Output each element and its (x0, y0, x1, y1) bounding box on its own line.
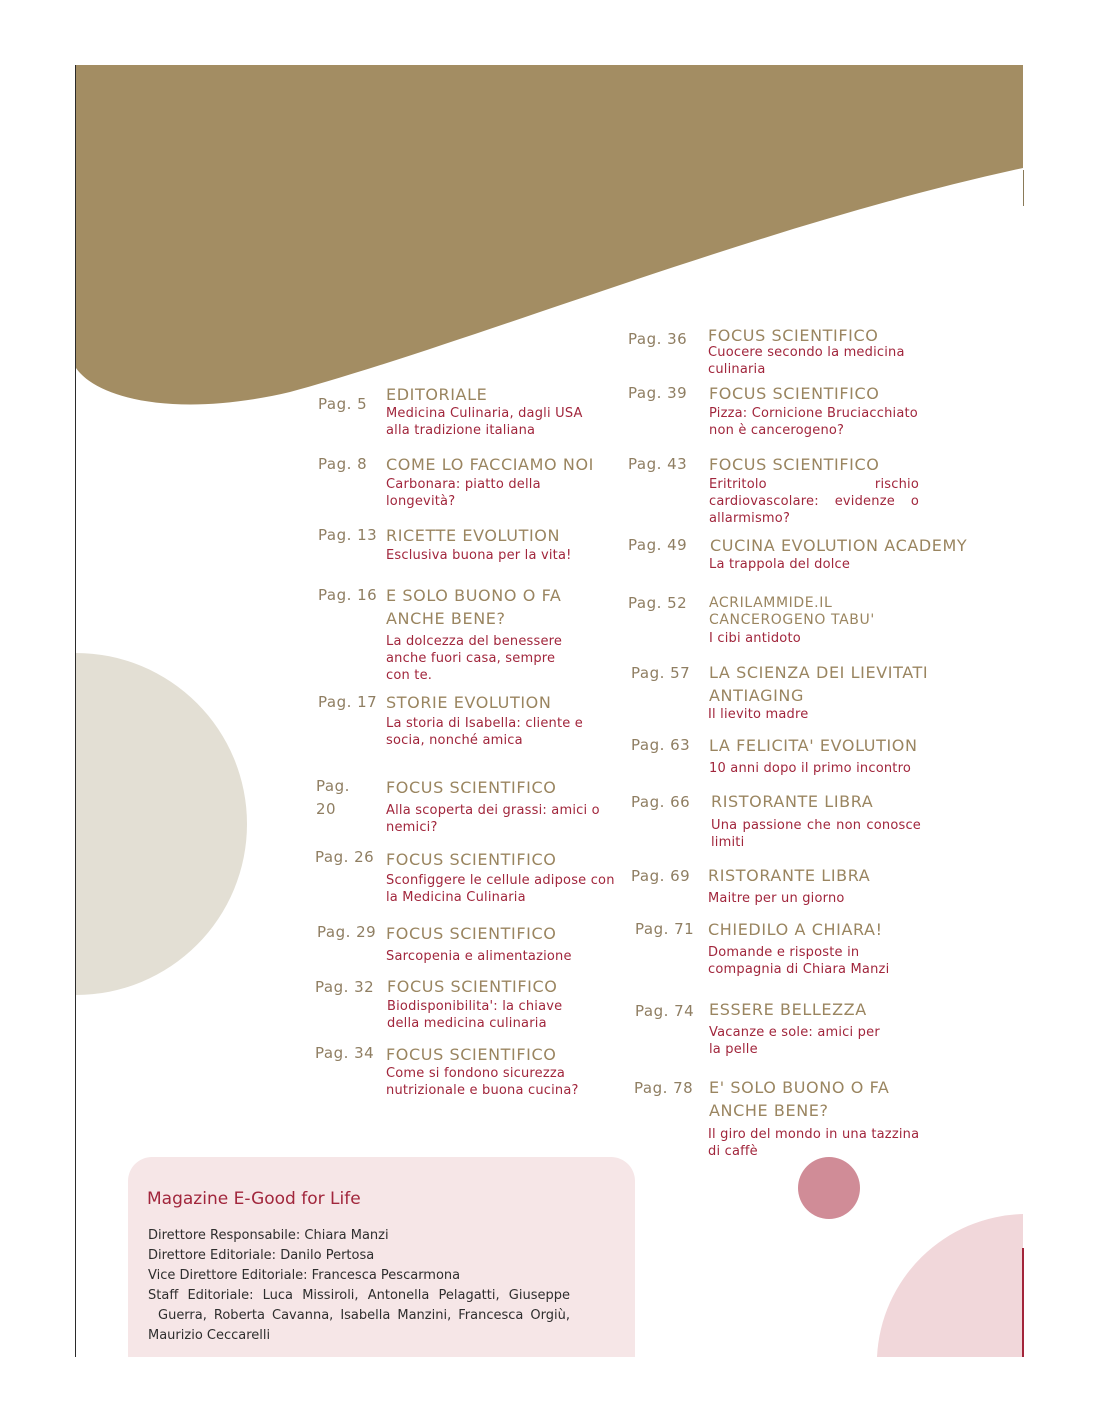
toc-description: La trappola del dolce (709, 557, 851, 572)
toc-category: FOCUS SCIENTIFICO (386, 778, 557, 797)
toc-category: CUCINA EVOLUTION ACADEMY (710, 536, 968, 555)
toc-description: Sarcopenia e alimentazione (386, 949, 572, 964)
toc-page-number: Pag. 32 (315, 978, 375, 996)
toc-description: La storia di Isabella: cliente e socia, nonché amica (386, 716, 583, 748)
left-page-edge (75, 65, 76, 1357)
toc-description: Il giro del mondo in una tazzina di caffè (708, 1127, 920, 1159)
toc-page-number: Pag. 26 (315, 848, 375, 866)
toc-description: Vacanze e sole: amici per la pelle (709, 1025, 880, 1057)
toc-description: La dolcezza del benessere anche fuori casa, sempre con te. (386, 634, 563, 683)
toc-page-number: Pag. 66 (631, 793, 691, 811)
credit-line: Vice Direttore Editoriale: Francesca Pescarmona (148, 1268, 461, 1283)
toc-page-number: Pag. 29 (317, 923, 377, 941)
toc-description: Cuocere secondo la medicina culinaria (708, 345, 905, 377)
toc-category: ACRILAMMIDE.IL CANCEROGENO TABU' (709, 595, 875, 628)
toc-page-number: Pag. 71 (635, 920, 695, 938)
toc-page-number: Pag. 8 (318, 455, 368, 473)
beige-half-circle (76, 653, 247, 995)
toc-description: Il lievito madre (708, 707, 809, 722)
toc-category: LA SCIENZA DEI LIEVITATI ANTIAGING (709, 663, 929, 705)
toc-description: Biodisponibilita': la chiave della medicina culinaria (387, 999, 563, 1031)
colophon-box (128, 1157, 635, 1357)
right-edge-bar (1022, 1248, 1024, 1357)
toc-description: 10 anni dopo il primo incontro (709, 761, 912, 776)
toc-category: E' SOLO BUONO O FA ANCHE BENE? (709, 1078, 890, 1120)
toc-page-number: Pag. 78 (634, 1079, 694, 1097)
toc-category: FOCUS SCIENTIFICO (387, 977, 558, 996)
toc-description: Sconfiggere le cellule adipose con la Medicina Culinaria (386, 873, 615, 905)
toc-category: STORIE EVOLUTION (386, 693, 552, 712)
pink-dot (798, 1157, 860, 1219)
toc-category: FOCUS SCIENTIFICO (386, 924, 557, 943)
toc-page-number: Pag. 5 (318, 395, 368, 413)
toc-description: Alla scoperta dei grassi: amici o nemici? (386, 803, 600, 835)
credit-line: Direttore Responsabile: Chiara Manzi (148, 1228, 389, 1243)
toc-description: Domande e risposte in compagnia di Chiara Manzi (708, 945, 890, 977)
toc-description: Come si fondono sicurezza nutrizionale e buona cucina? (386, 1066, 579, 1098)
toc-page-number: Pag. 39 (628, 384, 688, 402)
toc-category: FOCUS SCIENTIFICO (708, 326, 879, 345)
toc-category: FOCUS SCIENTIFICO (386, 850, 557, 869)
toc-page-number: Pag. 13 (318, 526, 378, 544)
toc-page-number: Pag. 36 (628, 330, 688, 348)
toc-page-number: Pag. 17 (318, 693, 378, 711)
toc-page-number: Pag. 34 (315, 1044, 375, 1062)
toc-category: FOCUS SCIENTIFICO (386, 1045, 557, 1064)
credit-line: Maurizio Ceccarelli (148, 1328, 271, 1343)
toc-category: RICETTE EVOLUTION (386, 526, 561, 545)
toc-page-number: Pag. 49 (628, 536, 688, 554)
toc-description: Maitre per un giorno (708, 891, 845, 906)
toc-category: RISTORANTE LIBRA (711, 792, 874, 811)
toc-category: FOCUS SCIENTIFICO (709, 455, 880, 474)
toc-page-number: Pag. 52 (628, 594, 688, 612)
toc-category: COME LO FACCIAMO NOI (386, 455, 594, 474)
toc-category: CHIEDILO A CHIARA! (708, 920, 883, 939)
staff-credits (148, 1226, 570, 1346)
toc-description: I cibi antidoto (709, 631, 801, 646)
credit-line: Direttore Editoriale: Danilo Pertosa (148, 1248, 375, 1263)
pink-quarter-circle (877, 1214, 1023, 1357)
toc-category: ESSERE BELLEZZA (709, 1000, 867, 1019)
toc-page-number: Pag. 43 (628, 455, 688, 473)
credit-line: Guerra, Roberta Cavanna, Isabella Manzini, Francesca Orgiù, (158, 1308, 570, 1323)
toc-description: Carbonara: piatto della longevità? (386, 477, 541, 509)
toc-page-number: Pag. 57 (631, 664, 691, 682)
toc-category: EDITORIALE (386, 385, 488, 404)
toc-description: Eritritolo rischio cardiovascolare: evidenze o allarmismo? (709, 477, 919, 526)
toc-page-number: Pag. 69 (631, 867, 691, 885)
toc-description: Pizza: Cornicione Bruciacchiato non è cancerogeno? (709, 406, 918, 438)
toc-category: RISTORANTE LIBRA (708, 866, 871, 885)
toc-description: Esclusiva buona per la vita! (386, 548, 572, 563)
toc-page-number: Pag. 16 (318, 586, 378, 604)
toc-page-number: Pag. 20 (316, 777, 350, 818)
toc-category: E SOLO BUONO O FA ANCHE BENE? (386, 586, 562, 628)
toc-category: FOCUS SCIENTIFICO (709, 384, 880, 403)
toc-page-number: Pag. 63 (631, 736, 691, 754)
credit-line: Staff Editoriale: Luca Missiroli, Antonella Pelagatti, Giuseppe (148, 1288, 570, 1303)
toc-description: Una passione che non conosce limiti (711, 818, 921, 850)
right-edge-tick (1023, 170, 1024, 206)
toc-category: LA FELICITA' EVOLUTION (709, 736, 918, 755)
toc-page-number: Pag. 74 (635, 1002, 695, 1020)
toc-description: Medicina Culinaria, dagli USA alla tradizione italiana (386, 406, 583, 438)
magazine-title: Magazine E-Good for Life (147, 1189, 361, 1209)
